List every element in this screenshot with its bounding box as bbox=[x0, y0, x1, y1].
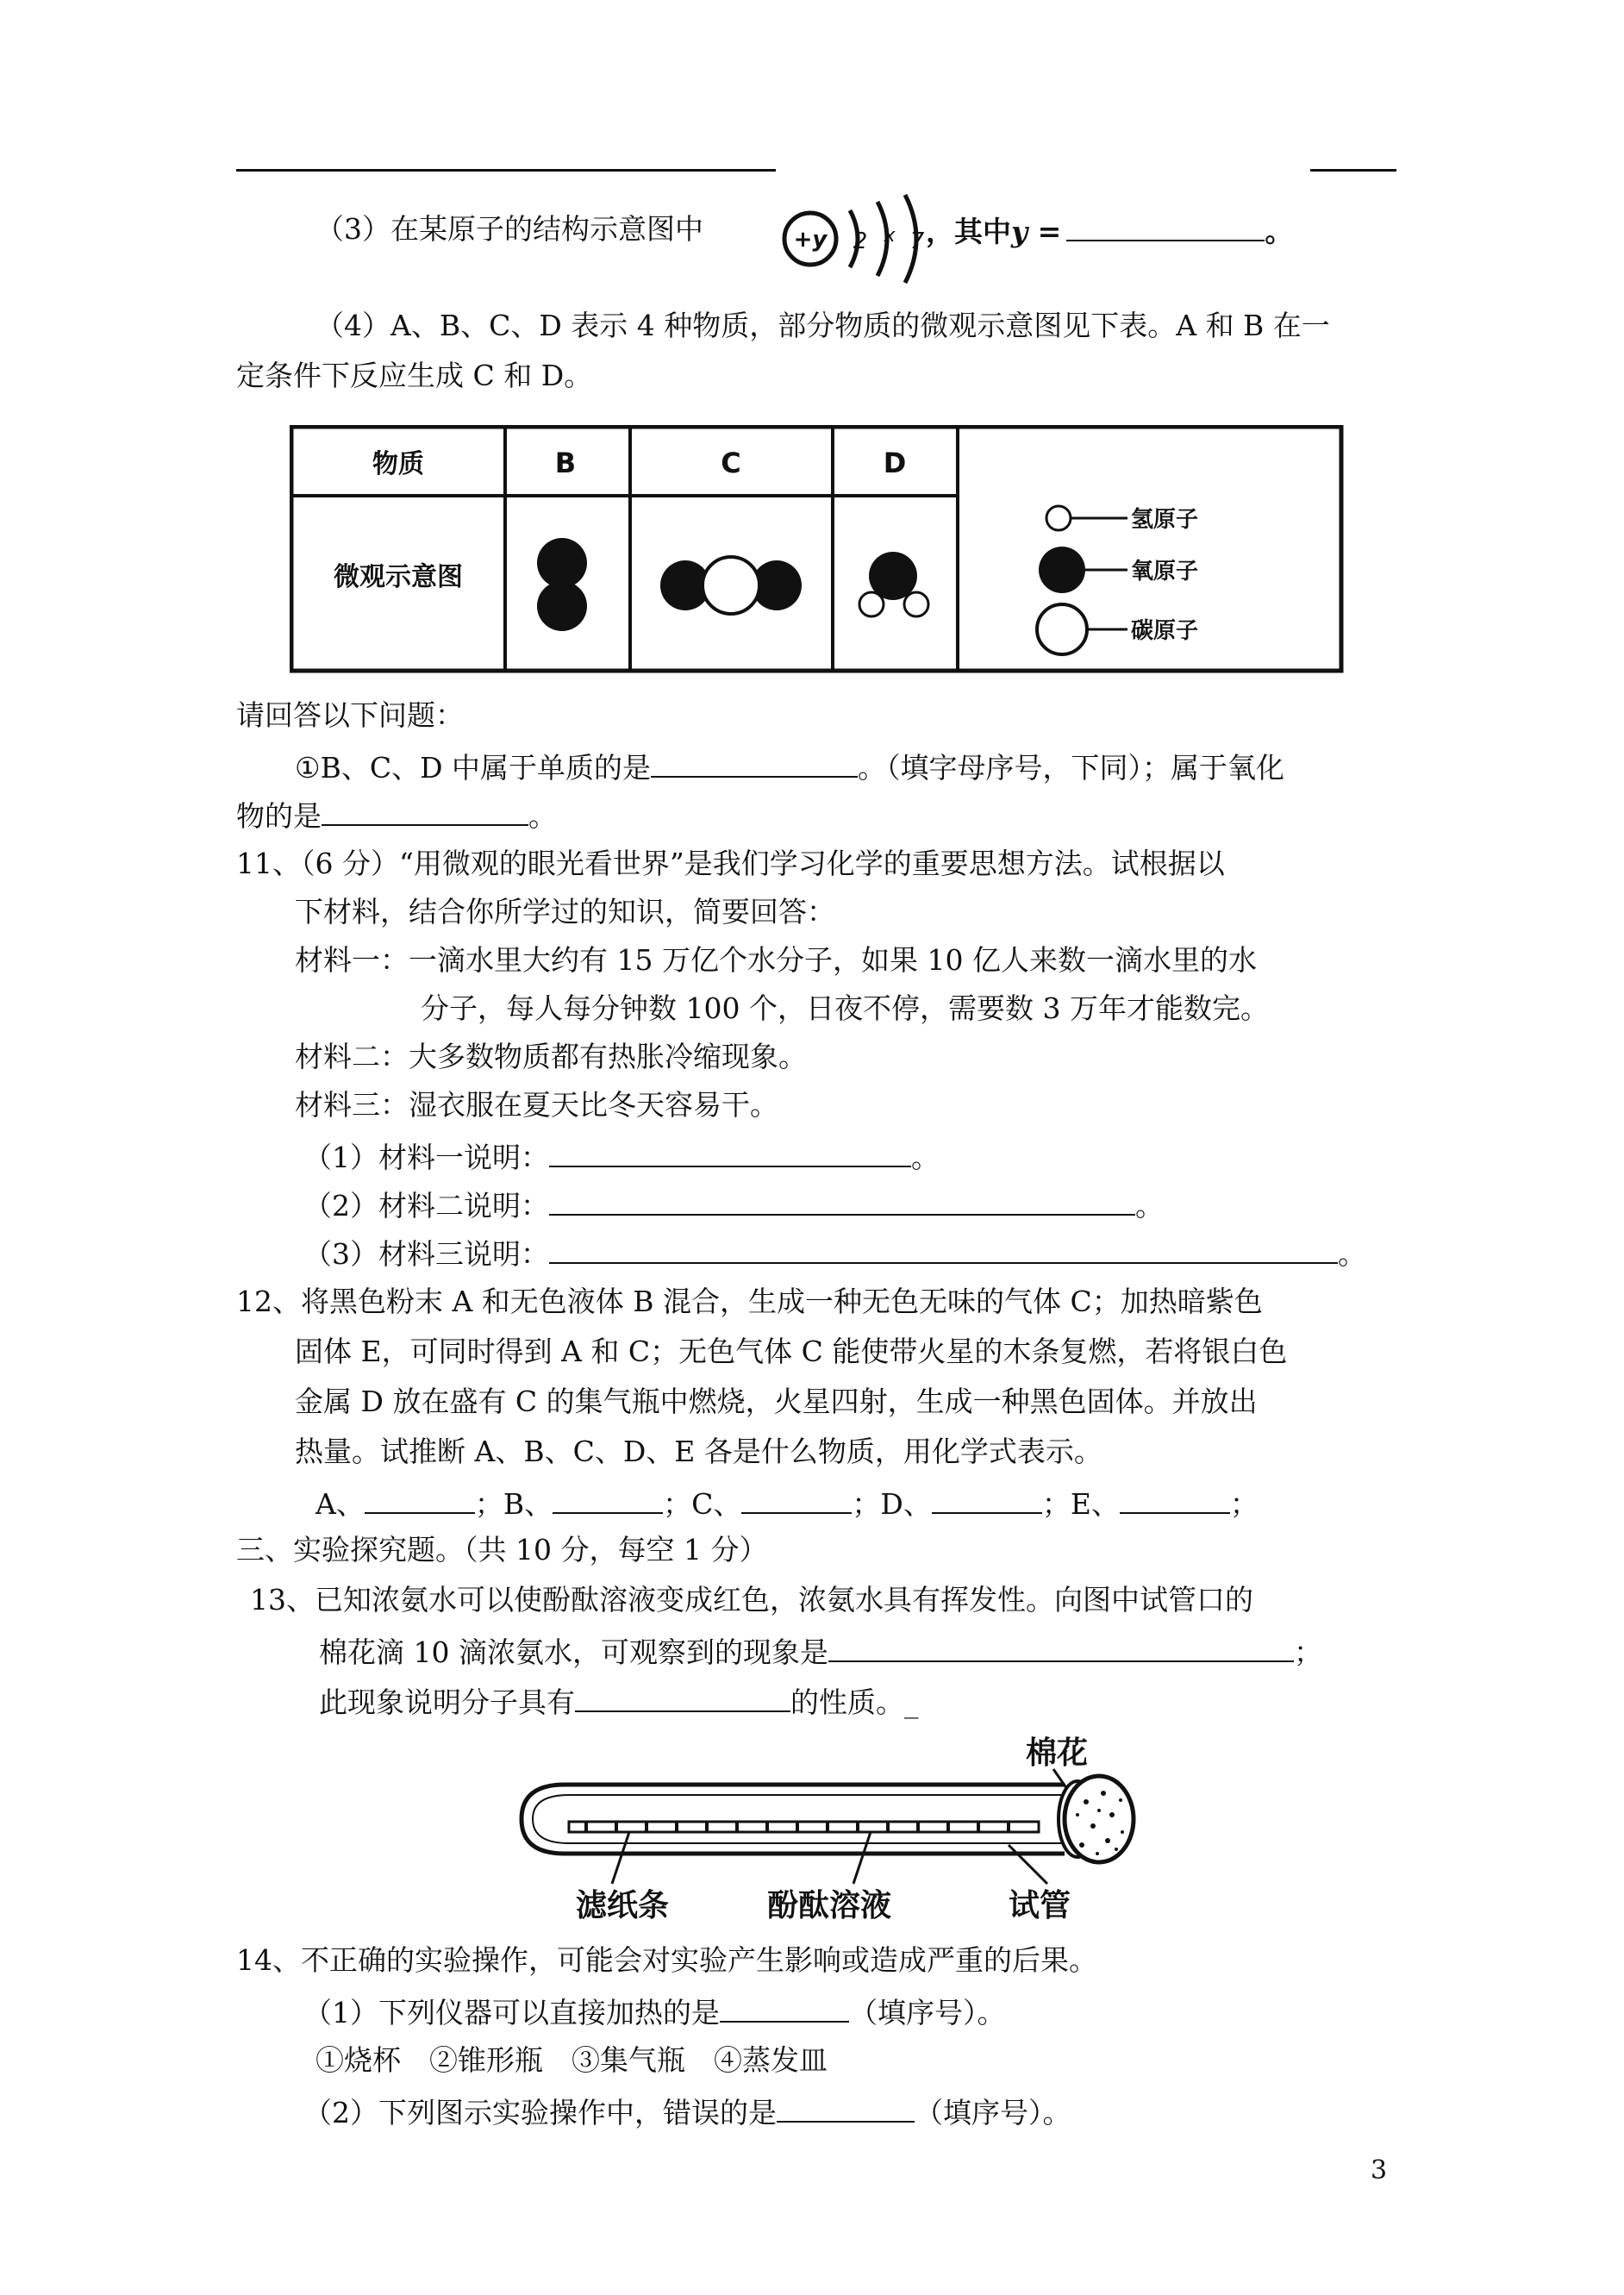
q12-d-label: ；D、 bbox=[852, 1487, 932, 1521]
q14-part1-blank[interactable] bbox=[720, 1992, 849, 2023]
q10-part3-suffix bbox=[926, 210, 1293, 251]
q10-y-answer-blank[interactable] bbox=[1066, 210, 1265, 241]
table-col-d: D bbox=[883, 447, 907, 479]
q11-answer1-label: （1）材料一说明： bbox=[303, 1141, 549, 1174]
q13-line3 bbox=[319, 1681, 919, 1722]
q10-q1-suffix: 。（填字母序号，下同）；属于氧化 bbox=[858, 751, 1285, 785]
q14-part2-prefix: （2）下列图示实验操作中，错误的是 bbox=[303, 2096, 777, 2129]
q10-part3-prefix: （3）在某原子的结构示意图中 bbox=[315, 212, 703, 246]
q10-q1-line2-prefix: 物的是 bbox=[236, 799, 322, 833]
q10-q1-line1 bbox=[295, 747, 1284, 787]
figure-filter-paper-label: 滤纸条 bbox=[576, 1888, 670, 1923]
molecule-d bbox=[859, 552, 928, 616]
molecule-c bbox=[660, 557, 802, 614]
q10-part3-mid: ，其中 bbox=[926, 215, 1011, 248]
q13-line3-suffix: 的性质。_ bbox=[790, 1685, 919, 1719]
q14-part1-suffix: （填序号）。 bbox=[849, 1996, 1006, 2029]
legend-oxygen-label: 氧原子 bbox=[1131, 559, 1199, 585]
table-col-b: B bbox=[554, 447, 577, 479]
q10-oxide-answer-blank[interactable] bbox=[322, 795, 528, 826]
q11-material2: 材料二：大多数物质都有热胀冷缩现象。 bbox=[295, 1040, 807, 1073]
test-tube-figure bbox=[509, 1724, 1164, 1931]
atom-shell-1-count: 2 bbox=[853, 228, 868, 254]
q10-part3-var: y = bbox=[1011, 215, 1062, 248]
q14-part2 bbox=[303, 2092, 1071, 2132]
q11-line1: 11、（6 分）“用微观的眼光看世界”是我们学习化学的重要思想方法。试根据以 bbox=[236, 847, 1225, 880]
page-number: 3 bbox=[1371, 2155, 1388, 2186]
legend-carbon-atom bbox=[1037, 604, 1087, 654]
q12-b-blank[interactable] bbox=[553, 1483, 663, 1514]
cotton-plug bbox=[1059, 1776, 1134, 1862]
q14-line1: 14、不正确的实验操作，可能会对实验产生影响或造成严重的后果。 bbox=[236, 1943, 1097, 1977]
figure-cotton-label: 棉花 bbox=[1026, 1735, 1089, 1771]
q12-c-label: ；C、 bbox=[663, 1487, 742, 1521]
q12-line3: 金属 D 放在盛有 C 的集气瓶中燃烧，火星四射，生成一种黑色固体。并放出 bbox=[295, 1385, 1258, 1418]
q11-answer3-label: （3）材料三说明： bbox=[303, 1237, 549, 1271]
figure-test-tube-label: 试管 bbox=[1009, 1888, 1071, 1923]
q10-part3-end: 。 bbox=[1265, 215, 1294, 248]
q13-line2 bbox=[319, 1631, 1322, 1672]
atom-legend bbox=[1037, 506, 1198, 654]
q10-q1-prefix: ①B、C、D 中属于单质的是 bbox=[295, 751, 652, 785]
q11-material1-line1: 材料一：一滴水里大约有 15 万亿个水分子，如果 10 亿人来数一滴水里的水 bbox=[295, 943, 1257, 977]
q11-answer2-label: （2）材料二说明： bbox=[303, 1189, 549, 1223]
table-col-c: C bbox=[721, 447, 741, 479]
q11-answer3-blank[interactable] bbox=[549, 1233, 1338, 1264]
q10-part4-line2: 定条件下反应生成 C 和 D。 bbox=[236, 359, 593, 392]
legend-oxygen-atom bbox=[1039, 547, 1085, 593]
table-row-label: 微观示意图 bbox=[334, 562, 463, 592]
q12-e-blank[interactable] bbox=[1120, 1483, 1230, 1514]
q12-b-label: ；B、 bbox=[474, 1487, 553, 1521]
q14-part1 bbox=[303, 1992, 1006, 2032]
q12-line2: 固体 E，可同时得到 A 和 C；无色气体 C 能使带火星的木条复燃，若将银白色 bbox=[295, 1335, 1288, 1368]
q14-options: ①烧杯 ②锥形瓶 ③集气瓶 ④蒸发皿 bbox=[315, 2043, 828, 2077]
q12-line4: 热量。试推断 A、B、C、D、E 各是什么物质，用化学式表示。 bbox=[295, 1435, 1102, 1468]
atom-structure-diagram bbox=[776, 191, 940, 286]
table-header-label: 物质 bbox=[372, 449, 424, 479]
q13-line2-prefix: 棉花滴 10 滴浓氨水，可观察到的现象是 bbox=[319, 1635, 828, 1669]
figure-phenolphthalein-label: 酚酞溶液 bbox=[767, 1888, 892, 1923]
q12-a-blank[interactable] bbox=[365, 1483, 475, 1514]
q10-part4-line1: （4）A、B、C、D 表示 4 种物质，部分物质的微观示意图见下表。A 和 B 在一 bbox=[315, 309, 1330, 342]
top-rule-right bbox=[1310, 169, 1396, 172]
q14-part2-suffix: （填序号）。 bbox=[915, 2096, 1071, 2129]
q11-line2: 下材料，结合你所学过的知识，简要回答： bbox=[295, 895, 835, 929]
q12-line1: 12、将黑色粉末 A 和无色液体 B 混合，生成一种无色无味的气体 C；加热暗紫色 bbox=[236, 1285, 1263, 1318]
q13-line1: 13、已知浓氨水可以使酚酞溶液变成红色，浓氨水具有挥发性。向图中试管口的 bbox=[250, 1583, 1253, 1617]
q10-q1-line2 bbox=[236, 795, 557, 835]
legend-hydrogen-atom bbox=[1046, 506, 1071, 530]
q12-end: ； bbox=[1229, 1487, 1259, 1521]
q10-elemental-answer-blank[interactable] bbox=[651, 747, 858, 778]
legend-hydrogen-label: 氢原子 bbox=[1131, 507, 1199, 533]
q10-ask: 请回答以下问题： bbox=[236, 698, 464, 732]
atom-shell-3-count: 7 bbox=[909, 228, 925, 254]
q11-material1-line2: 分子，每人每分钟数 100 个，日夜不停，需要数 3 万年才能数完。 bbox=[421, 991, 1269, 1025]
q12-d-blank[interactable] bbox=[932, 1483, 1042, 1514]
q11-answer1-period: 。 bbox=[911, 1141, 940, 1174]
q11-answer3-period: 。 bbox=[1338, 1237, 1366, 1271]
q11-answer2 bbox=[303, 1185, 1164, 1225]
q12-e-label: ；E、 bbox=[1041, 1487, 1120, 1521]
q12-c-blank[interactable] bbox=[741, 1483, 852, 1514]
q12-answers bbox=[315, 1483, 1259, 1523]
q13-phenomenon-blank[interactable] bbox=[828, 1631, 1294, 1662]
q13-line2-suffix: ； bbox=[1293, 1635, 1322, 1669]
atom-nucleus-label: +y bbox=[793, 227, 828, 253]
q11-material3: 材料三：湿衣服在夏天比冬天容易干。 bbox=[295, 1088, 778, 1122]
q12-a-label: A、 bbox=[315, 1487, 365, 1521]
q11-answer1 bbox=[303, 1136, 940, 1177]
q13-line3-prefix: 此现象说明分子具有 bbox=[319, 1685, 575, 1719]
molecule-table bbox=[290, 425, 1346, 675]
molecule-b bbox=[537, 538, 587, 631]
q13-property-blank[interactable] bbox=[575, 1681, 790, 1712]
q11-answer2-blank[interactable] bbox=[549, 1185, 1135, 1216]
top-rule-left bbox=[236, 169, 776, 172]
q11-answer1-blank[interactable] bbox=[549, 1136, 911, 1167]
q11-answer3 bbox=[303, 1233, 1366, 1273]
q11-answer2-period: 。 bbox=[1135, 1189, 1164, 1223]
q14-part1-prefix: （1）下列仪器可以直接加热的是 bbox=[303, 1996, 720, 2029]
atom-shell-2-count: x bbox=[884, 225, 896, 247]
legend-carbon-label: 碳原子 bbox=[1131, 618, 1199, 644]
q14-part2-blank[interactable] bbox=[777, 2092, 915, 2123]
section3-title: 三、实验探究题。（共 10 分，每空 1 分） bbox=[236, 1533, 768, 1566]
q10-q1-line2-end: 。 bbox=[528, 799, 557, 833]
